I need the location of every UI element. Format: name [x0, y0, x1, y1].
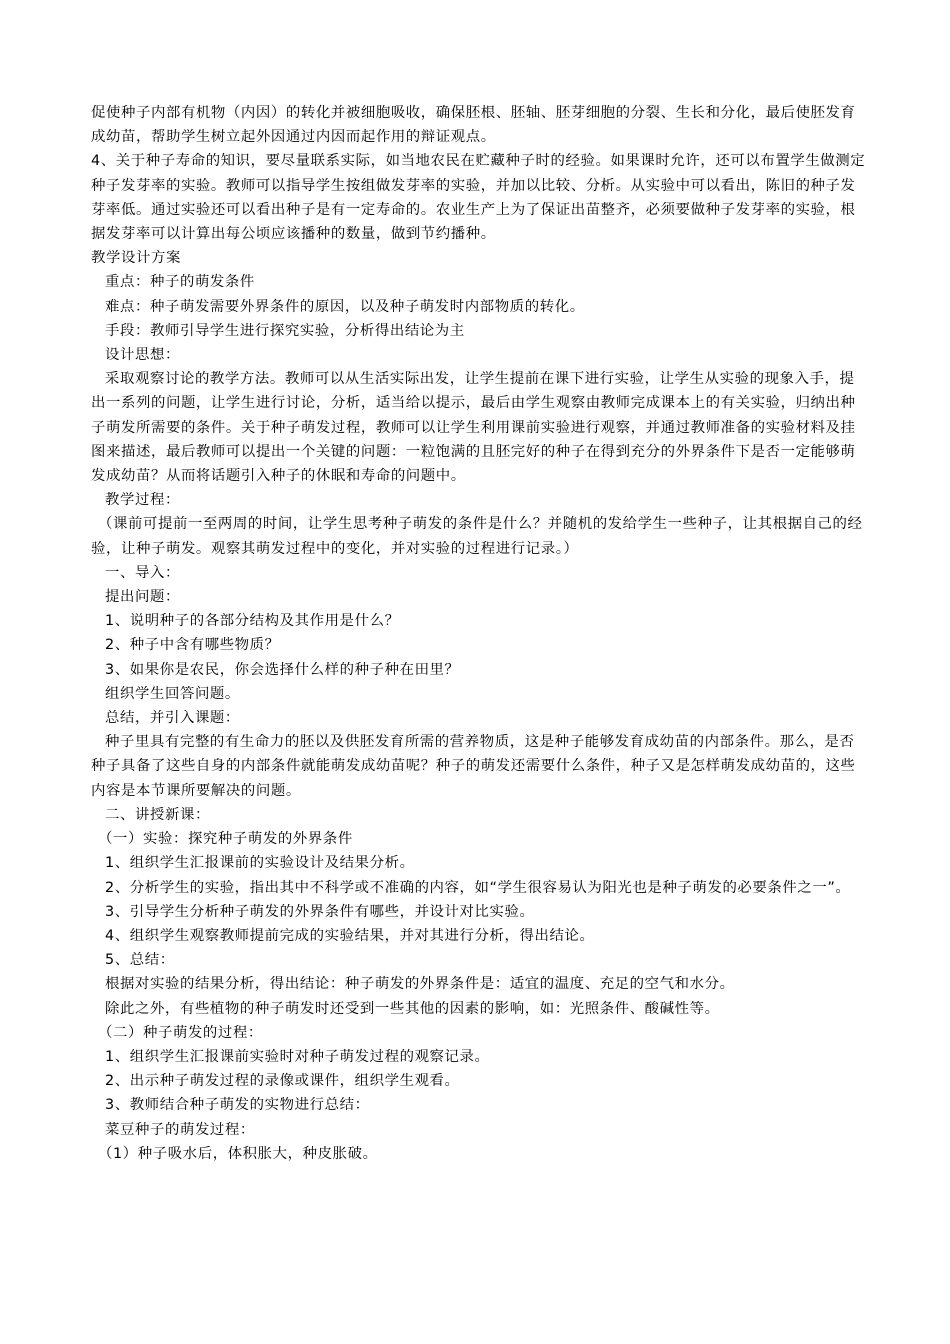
paragraph: 一、导入：	[105, 564, 180, 581]
paragraph: 1、说明种子的各部分结构及其作用是什么？	[105, 613, 400, 630]
paragraph: 3、教师结合种子萌发的实物进行总结：	[105, 1097, 370, 1114]
paragraph: 种子里具有完整的有生命力的胚以及供胚发育所需的营养物质，这是种子能够发育成幼苗的内部条件。那么，是否种子具备了这些自身的内部条件就能萌发成幼苗呢？种子的萌发还需要什么条件，种子又是怎样萌发成幼苗的，这些内容是本节课所要解决的问题。	[91, 734, 856, 799]
paragraph: 二、讲授新课：	[105, 806, 210, 823]
paragraph: 促使种子内部有机物（内因）的转化并被细胞吸收，确保胚根、胚轴、胚芽细胞的分裂、生长和分化，最后使胚发育成幼苗，帮助学生树立起外因通过内因而起作用的辩证观点。	[91, 105, 856, 146]
paragraph: 采取观察讨论的教学方法。教师可以从生活实际出发，让学生提前在课下进行实验，让学生从实验的现象入手，提出一系列的问题，让学生进行讨论，分析，适当给以提示，最后由学生观察由教师完成课本上的有关实验，归纳出种子萌发所需要的条件。关于种子萌发过程，教师可以让学生利用课前实验进行观察，并通过教师准备的实验材料及挂图来描述，最后教师可以提出一个关键的问题：一粒饱满的且胚完好的种子在得到充分的外界条件下是否一定能够萌发成幼苗？从而将话题引入种子的休眠和寿命的问题中。	[91, 371, 856, 485]
paragraph: 5、总结：	[105, 952, 175, 969]
paragraph: 1、组织学生汇报课前实验时对种子萌发过程的观察记录。	[105, 1048, 490, 1065]
paragraph: 教学过程：	[105, 492, 180, 509]
paragraph: 提出问题：	[105, 589, 180, 606]
paragraph: 2、种子中含有哪些物质？	[105, 637, 280, 654]
paragraph: 除此之外，有些植物的种子萌发时还受到一些其他的因素的影响，如：光照条件、酸碱性等。	[105, 1000, 720, 1017]
paragraph: 菜豆种子的萌发过程：	[105, 1121, 255, 1138]
paragraph: （1）种子吸水后，体积胀大，种皮胀破。	[98, 1145, 378, 1162]
paragraph: 重点：种子的萌发条件	[105, 274, 255, 291]
paragraph: 3、引导学生分析种子萌发的外界条件有哪些，并设计对比实验。	[105, 903, 535, 920]
paragraph: 教学设计方案	[91, 250, 181, 267]
paragraph: 2、分析学生的实验，指出其中不科学或不准确的内容，如“学生很容易认为阳光也是种子萌发的必要条件之一”。	[105, 879, 851, 896]
paragraph: （二）种子萌发的过程：	[98, 1024, 263, 1041]
paragraph: （一）实验：探究种子萌发的外界条件	[98, 831, 353, 848]
paragraph: 4、组织学生观察教师提前完成的实验结果，并对其进行分析，得出结论。	[105, 927, 595, 944]
paragraph: 组织学生回答问题。	[105, 685, 240, 702]
paragraph: 3、如果你是农民，你会选择什么样的种子种在田里？	[105, 661, 460, 678]
paragraph: 设计思想：	[105, 347, 180, 364]
paragraph: （课前可提前一至两周的时间，让学生思考种子萌发的条件是什么？并随机的发给学生一些种子，让其根据自己的经验，让种子萌发。观察其萌发过程中的变化，并对实验的过程进行记录。）	[91, 516, 863, 557]
paragraph: 手段：教师引导学生进行探究实验，分析得出结论为主	[105, 322, 465, 339]
paragraph: 难点：种子萌发需要外界条件的原因，以及种子萌发时内部物质的转化。	[105, 298, 585, 315]
paragraph: 4、关于种子寿命的知识，要尽量联系实际，如当地农民在贮藏种子时的经验。如果课时允许，还可以布置学生做测定种子发芽率的实验。教师可以指导学生按组做发芽率的实验，并加以比较、分析。从实验中可以看出，陈旧的种子发芽率低。通过实验还可以看出种子是有一定寿命的。农业生产上为了保证出苗整齐，必须要做种子发芽率的实验，根据发芽率可以计算出每公顷应该播种的数量，做到节约播种。	[91, 153, 866, 243]
paragraph: 总结，并引入课题：	[105, 710, 240, 727]
document-body	[91, 101, 866, 1166]
paragraph: 2、出示种子萌发过程的录像或课件，组织学生观看。	[105, 1073, 460, 1090]
paragraph: 1、组织学生汇报课前的实验设计及结果分析。	[105, 855, 415, 872]
paragraph: 根据对实验的结果分析，得出结论：种子萌发的外界条件是：适宜的温度、充足的空气和水分。	[105, 976, 735, 993]
